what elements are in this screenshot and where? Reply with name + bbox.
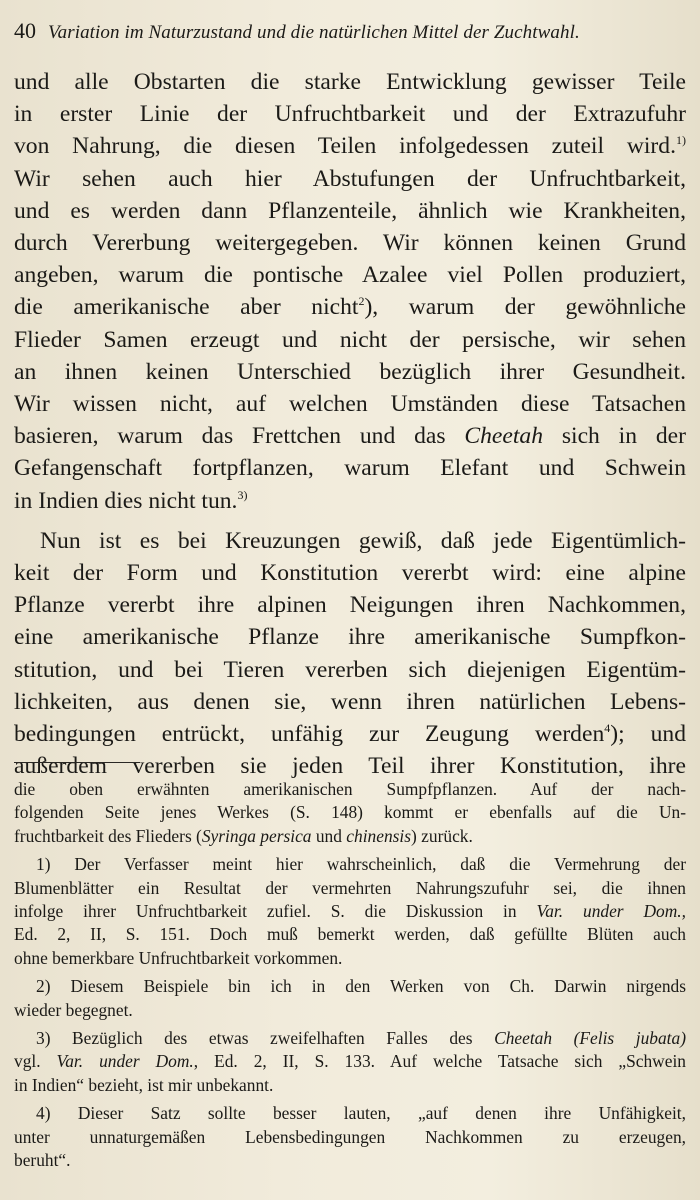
italic-term: Var. under Dom. xyxy=(56,1051,194,1072)
text-line: in erster Linie der Unfruchtbarkeit und der Extrazufuhr xyxy=(14,101,686,128)
text-segment: 3) Bezüglich des etwas zweifelhaften Falles des xyxy=(36,1028,495,1049)
footnote-line: in Indien“ bezieht, ist mir unbekannt. xyxy=(14,1074,274,1095)
text-line: und es werden dann Pflanzenteile, ähnlich wie Krankheiten, xyxy=(14,197,686,224)
text-line: eine amerikanische Pflanze ihre amerikanische Sumpfkon- xyxy=(14,624,686,651)
footnote-line xyxy=(14,900,686,923)
footnote-line: 2) Diesem Beispiele bin ich in den Werken von Ch. Darwin nirgends xyxy=(36,976,686,997)
footnote-line xyxy=(14,825,686,848)
text-line: außerdem vererben sie jeden Teil ihrer Konstitution, ihre xyxy=(14,753,686,780)
paragraph-gap xyxy=(14,517,686,525)
footnote-line: wieder begegnet. xyxy=(14,999,133,1020)
text-segment: ) zurück. xyxy=(411,825,473,846)
footnote-2 xyxy=(14,975,686,1022)
footnote-ref-3: 3) xyxy=(237,487,248,502)
footnote-ref-2: 2 xyxy=(358,294,365,309)
text-line: und alle Obstarten die starke Entwicklung gewisser Teile xyxy=(14,69,686,95)
footnote-line: beruht“. xyxy=(14,1150,71,1171)
footnote-line: ohne bemerkbare Unfruchtbarkeit vorkommen. xyxy=(14,947,343,968)
text-line: durch Vererbung weitergegeben. Wir können keinen Grund xyxy=(14,230,686,257)
footnote-1 xyxy=(14,853,686,970)
text-line: Flieder Samen erzeugt und nicht der persische, wir sehen xyxy=(14,326,686,353)
footnote-continuation xyxy=(14,778,686,848)
italic-term: Cheetah (Felis jubata) xyxy=(494,1028,686,1049)
text-segment: die amerikanische aber nicht xyxy=(14,294,359,321)
footnote-line: 4) Dieser Satz sollte besser lauten, „auf denen ihre Unfähigkeit, xyxy=(36,1103,686,1124)
footnote-3 xyxy=(14,1027,686,1097)
text-line: angeben, warum die pontische Azalee viel Pollen produziert, xyxy=(14,262,686,289)
footnote-line: die oben erwähnten amerikanischen Sumpfpflanzen. Auf der nach- xyxy=(14,779,686,799)
text-line xyxy=(14,291,686,323)
text-line xyxy=(14,130,686,162)
text-line: Wir sehen auch hier Abstufungen der Unfruchtbarkeit, xyxy=(14,165,686,192)
page-number: 40 xyxy=(14,18,36,43)
text-segment: und xyxy=(311,825,347,846)
italic-term: Syringa persica xyxy=(201,825,312,846)
text-segment: basieren, warum das Frettchen und das xyxy=(14,423,465,450)
text-segment: fruchtbarkeit des Flieders ( xyxy=(14,825,202,846)
text-line: Gefangenschaft fortpflanzen, warum Elefant und Schwein xyxy=(14,455,686,482)
text-line xyxy=(14,420,686,452)
footnote-4 xyxy=(14,1102,686,1172)
text-line xyxy=(14,485,686,517)
text-line: Wir wissen nicht, auf welchen Umständen diese Tatsachen xyxy=(14,391,686,418)
footnotes xyxy=(14,778,686,1173)
text-line: Nun ist es bei Kreuzungen gewiß, daß jede Eigentümlich- xyxy=(40,527,686,554)
footnote-line: 1) Der Verfasser meint hier wahrscheinlich, daß die Vermehrung der xyxy=(36,854,686,875)
footnote-line xyxy=(14,1027,686,1050)
text-line: lichkeiten, aus denen sie, wenn ihren natürlichen Lebens- xyxy=(14,688,686,715)
footnote-ref-4: 4 xyxy=(604,721,611,736)
text-segment: von Nahrung, die diesen Teilen infolgedessen zuteil wird. xyxy=(14,133,676,160)
paragraph-2 xyxy=(14,525,686,783)
text-segment: bedingungen entrückt, unfähig zur Zeugung werden xyxy=(14,721,605,748)
footnote-line xyxy=(14,1050,686,1073)
running-head xyxy=(14,18,694,52)
italic-term: Cheetah xyxy=(464,423,544,450)
text-line xyxy=(14,718,686,750)
running-title: Variation im Naturzustand und die natürlichen Mittel der Zuchtwahl. xyxy=(48,22,580,43)
italic-term: Var. under Dom., xyxy=(536,901,686,922)
text-segment: ), warum der gewöhnliche xyxy=(364,294,686,321)
footnote-line: Blumenblätter ein Resultat der vermehrten Nahrungszufuhr sei, die ihnen xyxy=(14,877,686,898)
footnote-divider xyxy=(14,762,140,763)
text-line: an ihnen keinen Unterschied bezüglich ihrer Gesundheit. xyxy=(14,358,686,385)
text-line: stitution, und bei Tieren vererben sich diejenigen Eigentüm- xyxy=(14,656,686,683)
text-segment: ); und xyxy=(610,721,686,748)
footnote-line: unter unnaturgemäßen Lebensbedingungen Nachkommen zu erzeugen, xyxy=(14,1126,686,1147)
footnote-line: folgenden Seite jenes Werkes (S. 148) kommt er ebenfalls auf die Un- xyxy=(14,802,686,823)
text-segment: vgl. xyxy=(14,1051,57,1072)
italic-term: chinensis xyxy=(346,825,412,846)
footnote-line: Ed. 2, II, S. 151. Doch muß bemerkt werden, daß gefüllte Blüten auch xyxy=(14,924,686,945)
main-text xyxy=(14,66,686,782)
footnote-ref-1: 1) xyxy=(676,133,686,148)
text-segment: , Ed. 2, II, S. 133. Auf welche Tatsache sich „Schwein xyxy=(193,1051,686,1072)
text-segment: in Indien dies nicht tun. xyxy=(14,487,238,514)
text-line: Pflanze vererbt ihre alpinen Neigungen ihren Nachkommen, xyxy=(14,592,686,619)
text-segment: sich in der xyxy=(543,423,686,450)
text-segment: infolge ihrer Unfruchtbarkeit zufiel. S. die Diskussion in xyxy=(14,901,537,922)
text-line: keit der Form und Konstitution vererbt wird: eine alpine xyxy=(14,560,686,587)
paragraph-1 xyxy=(14,66,686,517)
